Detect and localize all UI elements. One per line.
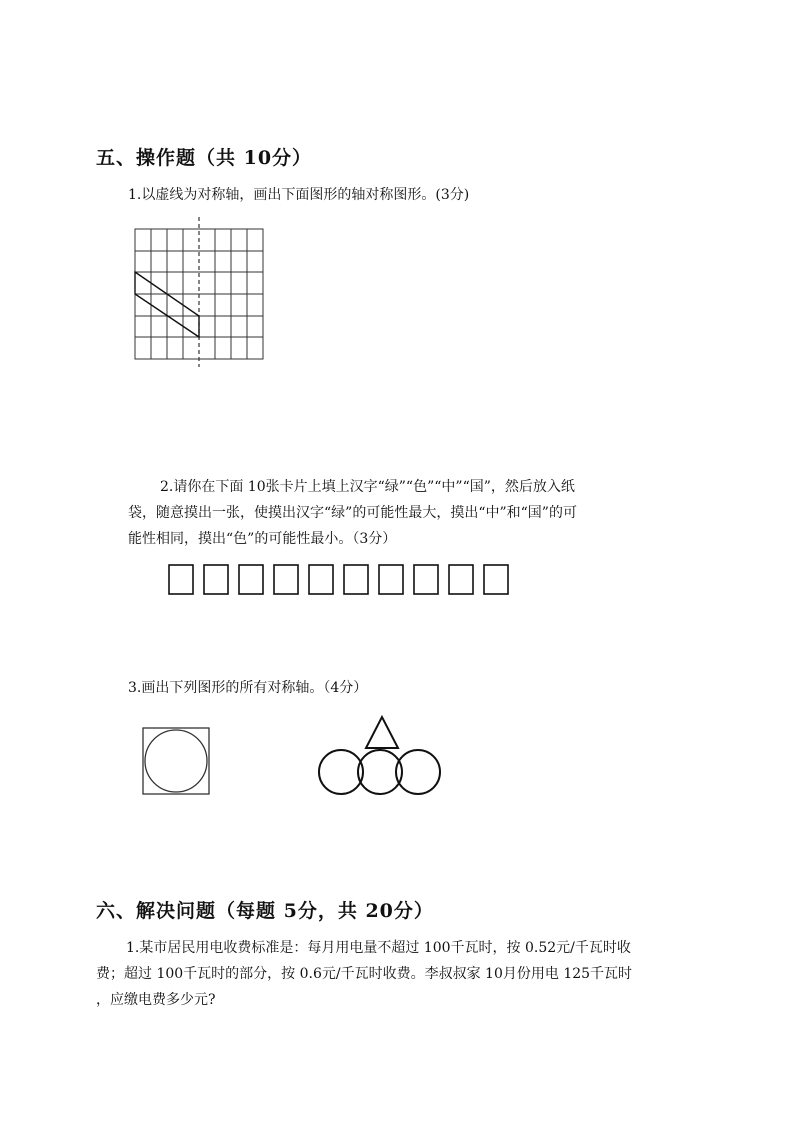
- problem-1-line-2: 费；超过 100千瓦时的部分，按 0.6元/千瓦时收费。李叔叔家 10月份用电 125千瓦时: [96, 966, 633, 982]
- section-5-title: 五、操作题（共 10分）: [96, 147, 313, 169]
- question-2-line-3: 能性相同，摸出“色”的可能性最小。（3分）: [128, 531, 397, 547]
- triangle-shape: [366, 717, 398, 748]
- section-6-title: 六、解决问题（每题 5分，共 20分）: [96, 900, 434, 922]
- card-row: [165, 562, 515, 598]
- problem-1-text: [96, 935, 706, 1013]
- question-2-line-2: 袋，随意摸出一张，使摸出汉字“绿”的可能性最大，摸出“中”和“国”的可: [128, 505, 577, 521]
- problem-1-line-3: ，应缴电费多少元?: [96, 992, 216, 1008]
- blank-card[interactable]: [414, 565, 438, 594]
- square-shape: [143, 728, 209, 794]
- question-2-line-1: 2.请你在下面 10张卡片上填上汉字“绿”“色”“中”“国”，然后放入纸: [160, 479, 575, 495]
- blank-card[interactable]: [344, 565, 368, 594]
- symmetry-grid-figure: [130, 215, 270, 375]
- question-3-text: 3.画出下列图形的所有对称轴。（4分）: [128, 680, 368, 696]
- question-2-text: [128, 474, 703, 552]
- question-1-text: 1.以虚线为对称轴，画出下面图形的轴对称图形。(3分): [128, 187, 470, 203]
- blank-card[interactable]: [274, 565, 298, 594]
- blank-card[interactable]: [204, 565, 228, 594]
- inscribed-circle-shape: [145, 730, 207, 792]
- blank-card[interactable]: [169, 565, 193, 594]
- blank-card[interactable]: [379, 565, 403, 594]
- blank-card[interactable]: [239, 565, 263, 594]
- square-with-circle-figure: [140, 725, 214, 799]
- blank-card[interactable]: [449, 565, 473, 594]
- blank-card[interactable]: [484, 565, 508, 594]
- circles-and-triangle-figure: [314, 712, 446, 802]
- blank-card[interactable]: [309, 565, 333, 594]
- problem-1-line-1: 1.某市居民用电收费标准是：每月用电量不超过 100千瓦时，按 0.52元/千瓦时收: [126, 940, 631, 956]
- left-circle-shape: [319, 750, 363, 794]
